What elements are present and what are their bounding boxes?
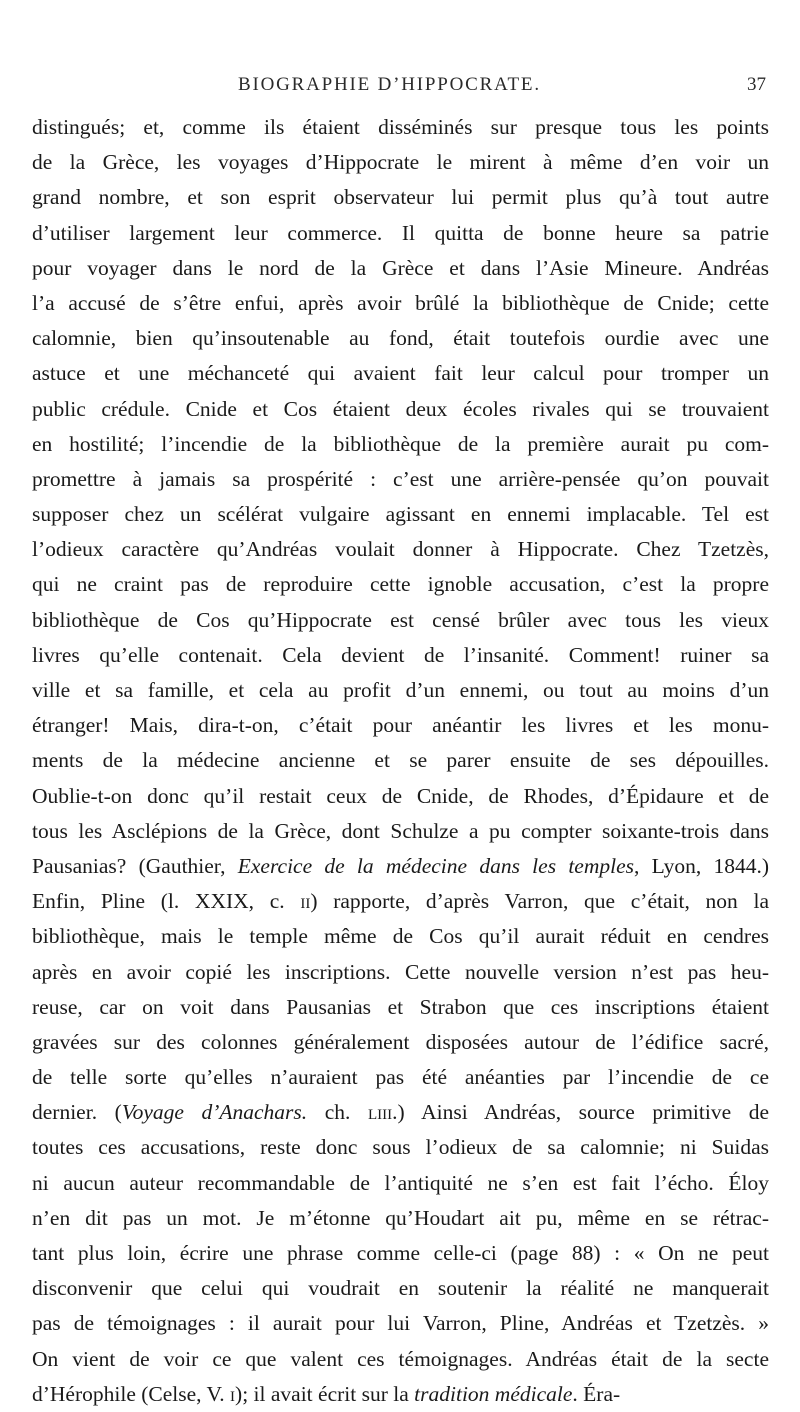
text-line [32, 1060, 769, 1095]
text-segment: n’en dit pas un mot. Je m’étonne qu’Houdart ait pu, même en se rétrac- [32, 1205, 769, 1230]
text-segment: ments de la médecine ancienne et se parer ensuite de ses dépouilles. [32, 748, 769, 773]
text-segment: dernier. ( [32, 1100, 122, 1125]
text-line [32, 814, 769, 849]
text-segment: tant plus loin, écrire une phrase comme celle-ci (page 88) : « On ne peut [32, 1241, 769, 1265]
italic-text: Exercice de la médecine dans les temples [237, 853, 634, 878]
roman-numeral: liii [368, 1100, 393, 1125]
text-line [32, 427, 769, 462]
roman-numeral: ii [300, 889, 311, 914]
text-segment: bibliothèque, mais le temple même de Cos qu’il aurait réduit en cendres [32, 924, 769, 949]
text-line [32, 251, 769, 286]
text-line [32, 743, 769, 778]
text-line [32, 286, 769, 321]
text-line [32, 145, 769, 180]
text-segment: calomnie, bien qu’insoutenable au fond, était toutefois ourdie avec une [32, 326, 769, 351]
text-segment: bibliothèque de Cos qu’Hippocrate est censé brûler avec tous les vieux [32, 607, 769, 632]
text-line [32, 673, 769, 708]
text-segment: ); il avait écrit sur la [235, 1381, 415, 1406]
text-segment: On vient de voir ce que valent ces témoignages. Andréas était de la secte [32, 1346, 769, 1371]
text-line [32, 1166, 769, 1201]
text-segment: l’a accusé de s’être enfui, après avoir brûlé la bibliothèque de Cnide; cette [32, 290, 769, 315]
text-line [32, 1377, 769, 1412]
text-segment: étranger! Mais, dira-t-on, c’était pour anéantir les livres et les monu- [32, 713, 769, 738]
text-line [32, 216, 769, 251]
text-segment: Enfin, Pline (l. XXIX, c. [32, 889, 301, 914]
text-line [32, 321, 769, 356]
text-line [32, 955, 769, 990]
text-line [32, 497, 769, 532]
text-segment: distingués; et, comme ils étaient disséminés sur presque tous les points [32, 115, 769, 139]
text-segment: de la Grèce, les voyages d’Hippocrate le mirent à même d’en voir un [32, 150, 769, 175]
text-line [32, 849, 769, 884]
text-segment: .) Ainsi Andréas, source primitive de [392, 1100, 770, 1125]
text-segment: en hostilité; l’incendie de la bibliothèque de la première aurait pu com- [32, 431, 769, 456]
text-line [32, 1201, 769, 1236]
text-segment: pour voyager dans le nord de la Grèce et dans l’Asie Mineure. Andréas [32, 255, 769, 280]
text-line [32, 1306, 769, 1341]
text-segment: supposer chez un scélérat vulgaire agissant en ennemi implacable. Tel est [32, 502, 769, 527]
text-segment: d’utiliser largement leur commerce. Il quitta de bonne heure sa patrie [32, 220, 769, 245]
text-segment: grand nombre, et son esprit observateur lui permit plus qu’à tout autre [32, 185, 769, 210]
text-line [32, 603, 769, 638]
text-segment: astuce et une méchanceté qui avaient fait leur calcul pour tromper un [32, 361, 769, 386]
text-segment: ni aucun auteur recommandable de l’antiquité ne s’en est fait l’écho. Éloy [32, 1170, 769, 1195]
body-text [32, 110, 769, 1412]
text-segment: ville et sa famille, et cela au profit d’un ennemi, ou tout au moins d’un [32, 678, 769, 702]
running-header [0, 74, 800, 102]
text-line [32, 990, 769, 1025]
text-segment: livres qu’elle contenait. Cela devient de l’insanité. Comment! ruiner sa [32, 642, 769, 667]
text-segment: tous les Asclépions de la Grèce, dont Schulze a pu compter soixante-trois dans [32, 818, 769, 843]
text-segment: pas de témoignages : il aurait pour lui Varron, Pline, Andréas et Tzetzès. » [32, 1311, 769, 1336]
text-segment: l’odieux caractère qu’Andréas voulait donner à Hippocrate. Chez Tzetzès, [32, 537, 769, 562]
text-line [32, 638, 769, 673]
text-segment: ch. [307, 1100, 368, 1125]
text-segment: reuse, car on voit dans Pausanias et Strabon que ces inscriptions étaient [32, 994, 769, 1019]
text-line [32, 919, 769, 954]
text-line [32, 1271, 769, 1306]
text-segment: public crédule. Cnide et Cos étaient deux écoles rivales qui se trouvaient [32, 396, 769, 421]
text-segment: de telle sorte qu’elles n’auraient pas été anéanties par l’incendie de ce [32, 1065, 769, 1090]
text-line [32, 532, 769, 567]
text-line [32, 884, 769, 919]
text-segment: toutes ces accusations, reste donc sous l’odieux de sa calomnie; ni Suidas [32, 1135, 769, 1160]
text-line [32, 356, 769, 391]
text-line [32, 1130, 769, 1165]
text-line [32, 708, 769, 743]
text-segment: , Lyon, 1844.) [634, 853, 769, 878]
text-line [32, 392, 769, 427]
roman-numeral: i [230, 1381, 236, 1406]
text-line [32, 1025, 769, 1060]
text-segment: Oublie-t-on donc qu’il restait ceux de Cnide, de Rhodes, d’Épidaure et de [32, 783, 769, 808]
italic-text: Voyage d’Anachars. [121, 1100, 308, 1125]
text-segment: . Éra- [572, 1381, 621, 1406]
text-line [32, 1236, 769, 1271]
text-segment: gravées sur des colonnes généralement disposées autour de l’édifice sacré, [32, 1029, 769, 1054]
running-title: BIOGRAPHIE D’HIPPOCRATE. [238, 74, 541, 95]
text-line [32, 110, 769, 145]
text-line [32, 1095, 769, 1130]
text-line [32, 567, 769, 602]
text-line [32, 462, 769, 497]
text-segment: d’Hérophile (Celse, V. [32, 1381, 231, 1406]
text-segment: qui ne craint pas de reproduire cette ignoble accusation, c’est la propre [32, 572, 769, 597]
text-line [32, 180, 769, 215]
text-segment: après en avoir copié les inscriptions. Cette nouvelle version n’est pas heu- [32, 959, 769, 984]
page-number: 37 [747, 74, 766, 95]
text-segment: promettre à jamais sa prospérité : c’est une arrière-pensée qu’on pouvait [32, 466, 769, 491]
text-segment: Pausanias? (Gauthier, [32, 853, 238, 878]
text-segment: ) rapporte, d’après Varron, que c’était, non la [310, 889, 769, 914]
text-line [32, 779, 769, 814]
italic-text: tradition médicale [414, 1381, 573, 1406]
text-segment: disconvenir que celui qui voudrait en soutenir la réalité ne manquerait [32, 1276, 769, 1301]
